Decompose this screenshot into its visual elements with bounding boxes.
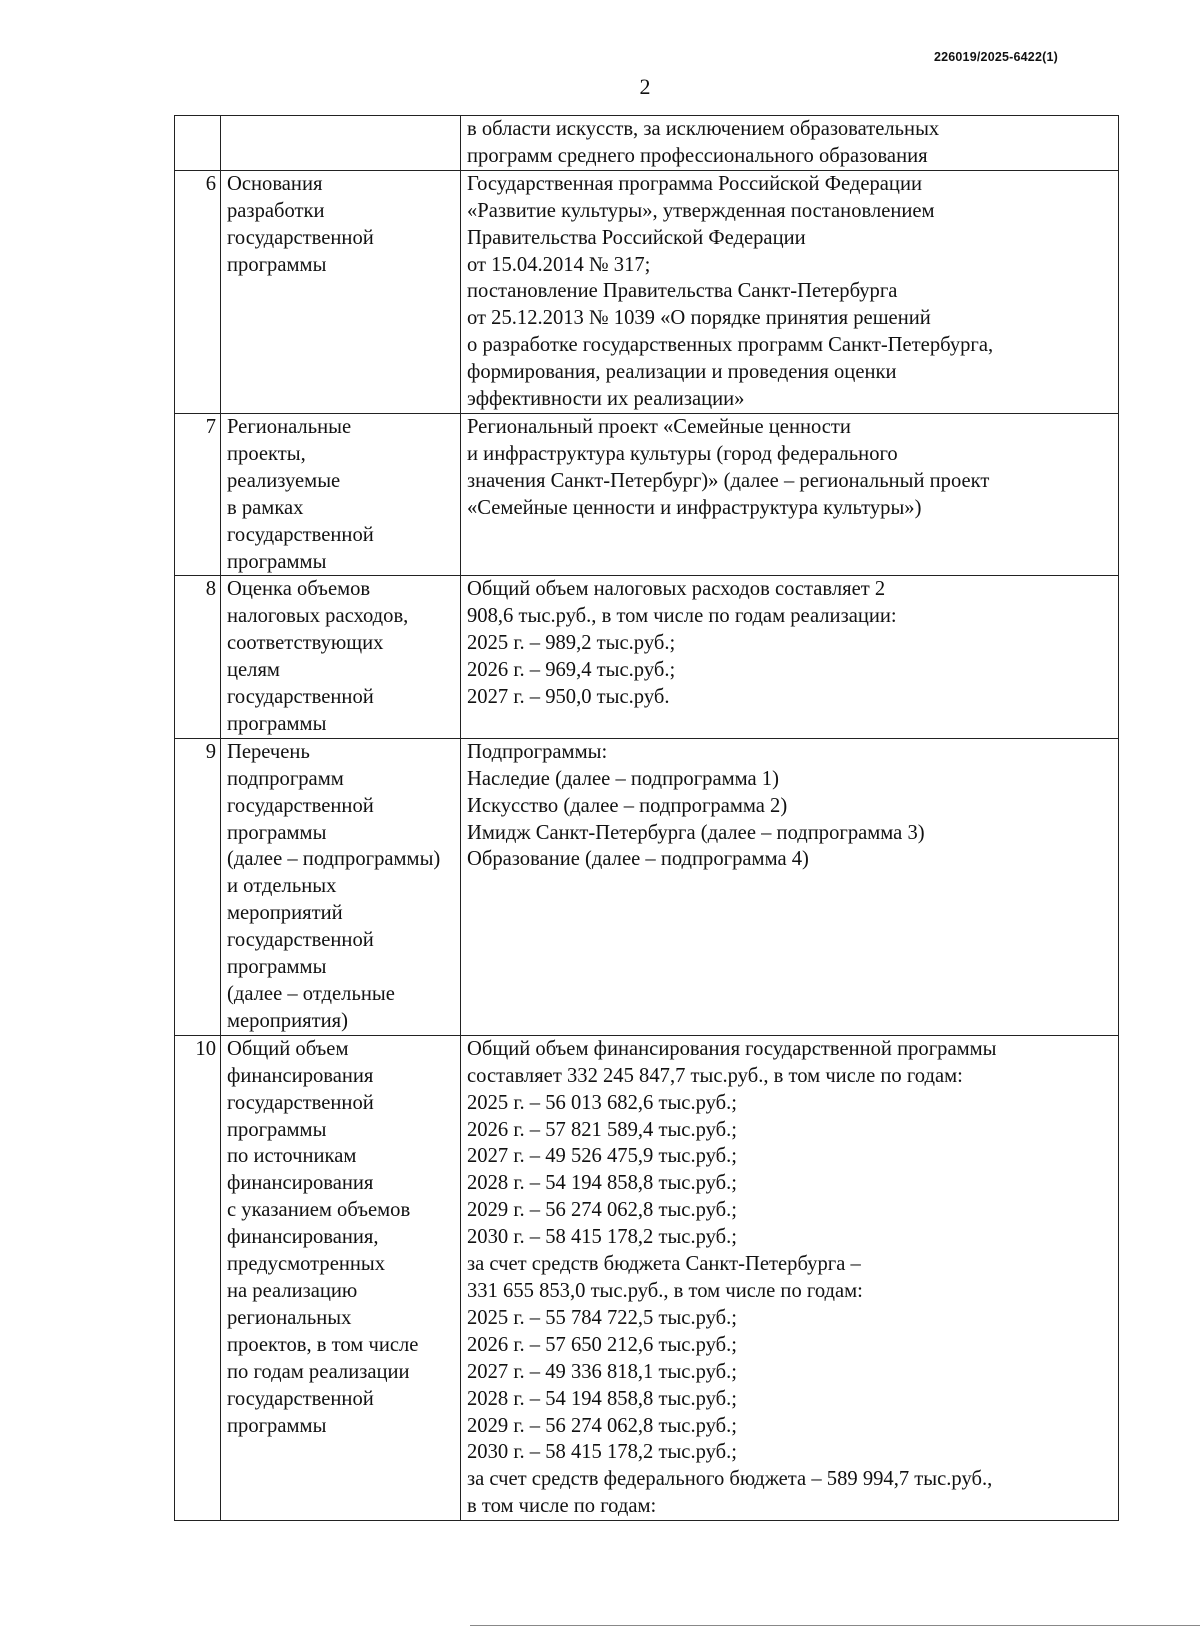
row-title-cell xyxy=(221,738,461,1035)
row-content-line: значения Санкт-Петербург)» (далее – региональный проект xyxy=(467,469,990,492)
row-content-line: 2030 г. – 58 415 178,2 тыс.руб.; xyxy=(467,1441,737,1464)
row-title-line: финансирования xyxy=(227,1064,374,1087)
table-row xyxy=(175,576,1119,738)
row-content-line: Наследие (далее – подпрограмма 1) xyxy=(467,767,779,790)
row-content-cell xyxy=(461,170,1119,413)
row-title-line: программы xyxy=(227,956,327,979)
row-title-line: предусмотренных xyxy=(227,1253,386,1276)
row-content-line: Государственная программа Российской Федерации xyxy=(467,172,922,195)
row-content-line: за счет средств бюджета Санкт-Петербурга – xyxy=(467,1253,861,1276)
row-content-line: 2029 г. – 56 274 062,8 тыс.руб.; xyxy=(467,1414,737,1437)
row-content-line: 2028 г. – 54 194 858,8 тыс.руб.; xyxy=(467,1172,737,1195)
row-title-line: мероприятий xyxy=(227,902,343,925)
row-content-line: Подпрограммы: xyxy=(467,740,608,763)
row-content-line: 2026 г. – 57 650 212,6 тыс.руб.; xyxy=(467,1333,737,1356)
row-content-cell xyxy=(461,1035,1119,1520)
row-content-cell xyxy=(461,116,1119,171)
row-number-cell: 9 xyxy=(175,738,221,1035)
row-title-line: соответствующих xyxy=(227,632,384,655)
row-content-line: Имидж Санкт-Петербурга (далее – подпрограмма 3) xyxy=(467,821,925,844)
row-title-line: целям xyxy=(227,659,280,682)
row-title-line: подпрограмм xyxy=(227,767,344,790)
row-title-line: по источникам xyxy=(227,1145,357,1168)
row-title-line: программы xyxy=(227,712,327,735)
row-title-cell xyxy=(221,1035,461,1520)
row-content-line: 2025 г. – 56 013 682,6 тыс.руб.; xyxy=(467,1091,737,1114)
row-content-line: 2025 г. – 55 784 722,5 тыс.руб.; xyxy=(467,1306,737,1329)
row-title-line: мероприятия) xyxy=(227,1009,348,1032)
row-title-line: государственной xyxy=(227,226,374,249)
row-content-line: от 15.04.2014 № 317; xyxy=(467,253,651,276)
row-content-line: 2027 г. – 950,0 тыс.руб. xyxy=(467,686,670,709)
row-title-line: и отдельных xyxy=(227,875,337,898)
row-title-line: в рамках xyxy=(227,496,304,519)
row-content-line: и инфраструктура культуры (город федерального xyxy=(467,442,898,465)
table-row xyxy=(175,170,1119,413)
row-content-line: 2025 г. – 989,2 тыс.руб.; xyxy=(467,632,676,655)
row-title-line: с указанием объемов xyxy=(227,1199,411,1222)
row-title-line: финансирования xyxy=(227,1172,374,1195)
row-content-cell xyxy=(461,576,1119,738)
row-content-line: Общий объем налоговых расходов составляет 2 xyxy=(467,578,886,601)
row-content-line: Образование (далее – подпрограмма 4) xyxy=(467,848,809,871)
row-content-line: 2030 г. – 58 415 178,2 тыс.руб.; xyxy=(467,1226,737,1249)
row-title-line: государственной xyxy=(227,523,374,546)
program-passport-table-body xyxy=(175,116,1119,1521)
row-content-line: в том числе по годам: xyxy=(467,1495,657,1518)
row-title-line: государственной xyxy=(227,1091,374,1114)
row-content-line: в области искусств, за исключением образовательных xyxy=(467,118,940,140)
row-title-line: Региональные xyxy=(227,415,352,438)
row-title-line: реализуемые xyxy=(227,469,341,492)
row-title-line: государственной xyxy=(227,1387,374,1410)
row-content-line: 2028 г. – 54 194 858,8 тыс.руб.; xyxy=(467,1387,737,1410)
row-content-line: формирования, реализации и проведения оценки xyxy=(467,361,897,384)
row-title-line: Перечень xyxy=(227,740,310,763)
row-content-line: 331 655 853,0 тыс.руб., в том числе по годам: xyxy=(467,1279,863,1302)
row-content-line: от 25.12.2013 № 1039 «О порядке принятия решений xyxy=(467,307,931,330)
row-title-line: на реализацию xyxy=(227,1279,358,1302)
row-title-line: проекты, xyxy=(227,442,306,465)
row-title-line: программы xyxy=(227,550,327,573)
row-content-line: 2026 г. – 969,4 тыс.руб.; xyxy=(467,659,676,682)
table-row xyxy=(175,413,1119,575)
row-content-line: за счет средств федерального бюджета – 589 994,7 тыс.руб., xyxy=(467,1468,993,1491)
row-content-line: 2026 г. – 57 821 589,4 тыс.руб.; xyxy=(467,1118,737,1141)
row-content-line: о разработке государственных программ Санкт-Петербурга, xyxy=(467,334,994,357)
row-title-cell xyxy=(221,170,461,413)
row-title-line: программы xyxy=(227,1118,327,1141)
row-title-line: по годам реализации xyxy=(227,1360,410,1383)
row-title-line: региональных xyxy=(227,1306,352,1329)
row-title-line: (далее – подпрограммы) xyxy=(227,848,441,871)
row-content-cell xyxy=(461,413,1119,575)
row-title-line: государственной xyxy=(227,794,374,817)
row-title-line: финансирования, xyxy=(227,1226,379,1249)
row-number-cell: 10 xyxy=(175,1035,221,1520)
row-title-line: государственной xyxy=(227,686,374,709)
row-number-cell: 7 xyxy=(175,413,221,575)
row-content-line: 908,6 тыс.руб., в том числе по годам реализации: xyxy=(467,605,897,628)
program-passport-table xyxy=(174,115,1119,1521)
row-title-line: программы xyxy=(227,253,327,276)
row-content-line: Региональный проект «Семейные ценности xyxy=(467,415,851,438)
row-content-line: 2029 г. – 56 274 062,8 тыс.руб.; xyxy=(467,1199,737,1222)
row-title-line: разработки xyxy=(227,199,325,222)
row-title-line: Оценка объемов xyxy=(227,578,371,601)
row-number-cell: 6 xyxy=(175,170,221,413)
row-title-line: (далее – отдельные xyxy=(227,983,395,1005)
row-title-line: Общий объем xyxy=(227,1037,349,1060)
row-content-line: программ среднего профессионального образования xyxy=(467,144,928,167)
row-title-cell xyxy=(221,413,461,575)
row-title-line: программы xyxy=(227,1414,327,1437)
row-content-line: Общий объем финансирования государственной программы xyxy=(467,1037,997,1060)
row-title-line: проектов, в том числе xyxy=(227,1333,419,1356)
row-title-line: программы xyxy=(227,821,327,844)
row-title-line: государственной xyxy=(227,929,374,952)
table-row xyxy=(175,738,1119,1035)
row-content-line: эффективности их реализации» xyxy=(467,388,745,411)
row-content-line: «Развитие культуры», утвержденная постановлением xyxy=(467,199,935,222)
row-content-line: «Семейные ценности и инфраструктура культуры») xyxy=(467,496,922,519)
table-row xyxy=(175,1035,1119,1520)
row-content-line: 2027 г. – 49 336 818,1 тыс.руб.; xyxy=(467,1360,737,1383)
page-bottom-rule xyxy=(470,1625,1200,1626)
row-title-cell xyxy=(221,116,461,171)
row-title-cell xyxy=(221,576,461,738)
table-row xyxy=(175,116,1119,171)
row-title-line: налоговых расходов, xyxy=(227,605,409,628)
page-number: 2 xyxy=(639,74,651,99)
document-registration-number: 226019/2025-6422(1) xyxy=(933,50,1058,64)
row-content-line: 2027 г. – 49 526 475,9 тыс.руб.; xyxy=(467,1145,737,1168)
row-title-line: Основания xyxy=(227,172,323,195)
row-content-cell xyxy=(461,738,1119,1035)
row-content-line: постановление Правительства Санкт-Петербурга xyxy=(467,280,898,303)
row-number-cell xyxy=(175,116,221,171)
row-content-line: составляет 332 245 847,7 тыс.руб., в том числе по годам: xyxy=(467,1064,963,1087)
row-content-line: Искусство (далее – подпрограмма 2) xyxy=(467,794,788,817)
row-content-line: Правительства Российской Федерации xyxy=(467,226,806,249)
row-number-cell: 8 xyxy=(175,576,221,738)
